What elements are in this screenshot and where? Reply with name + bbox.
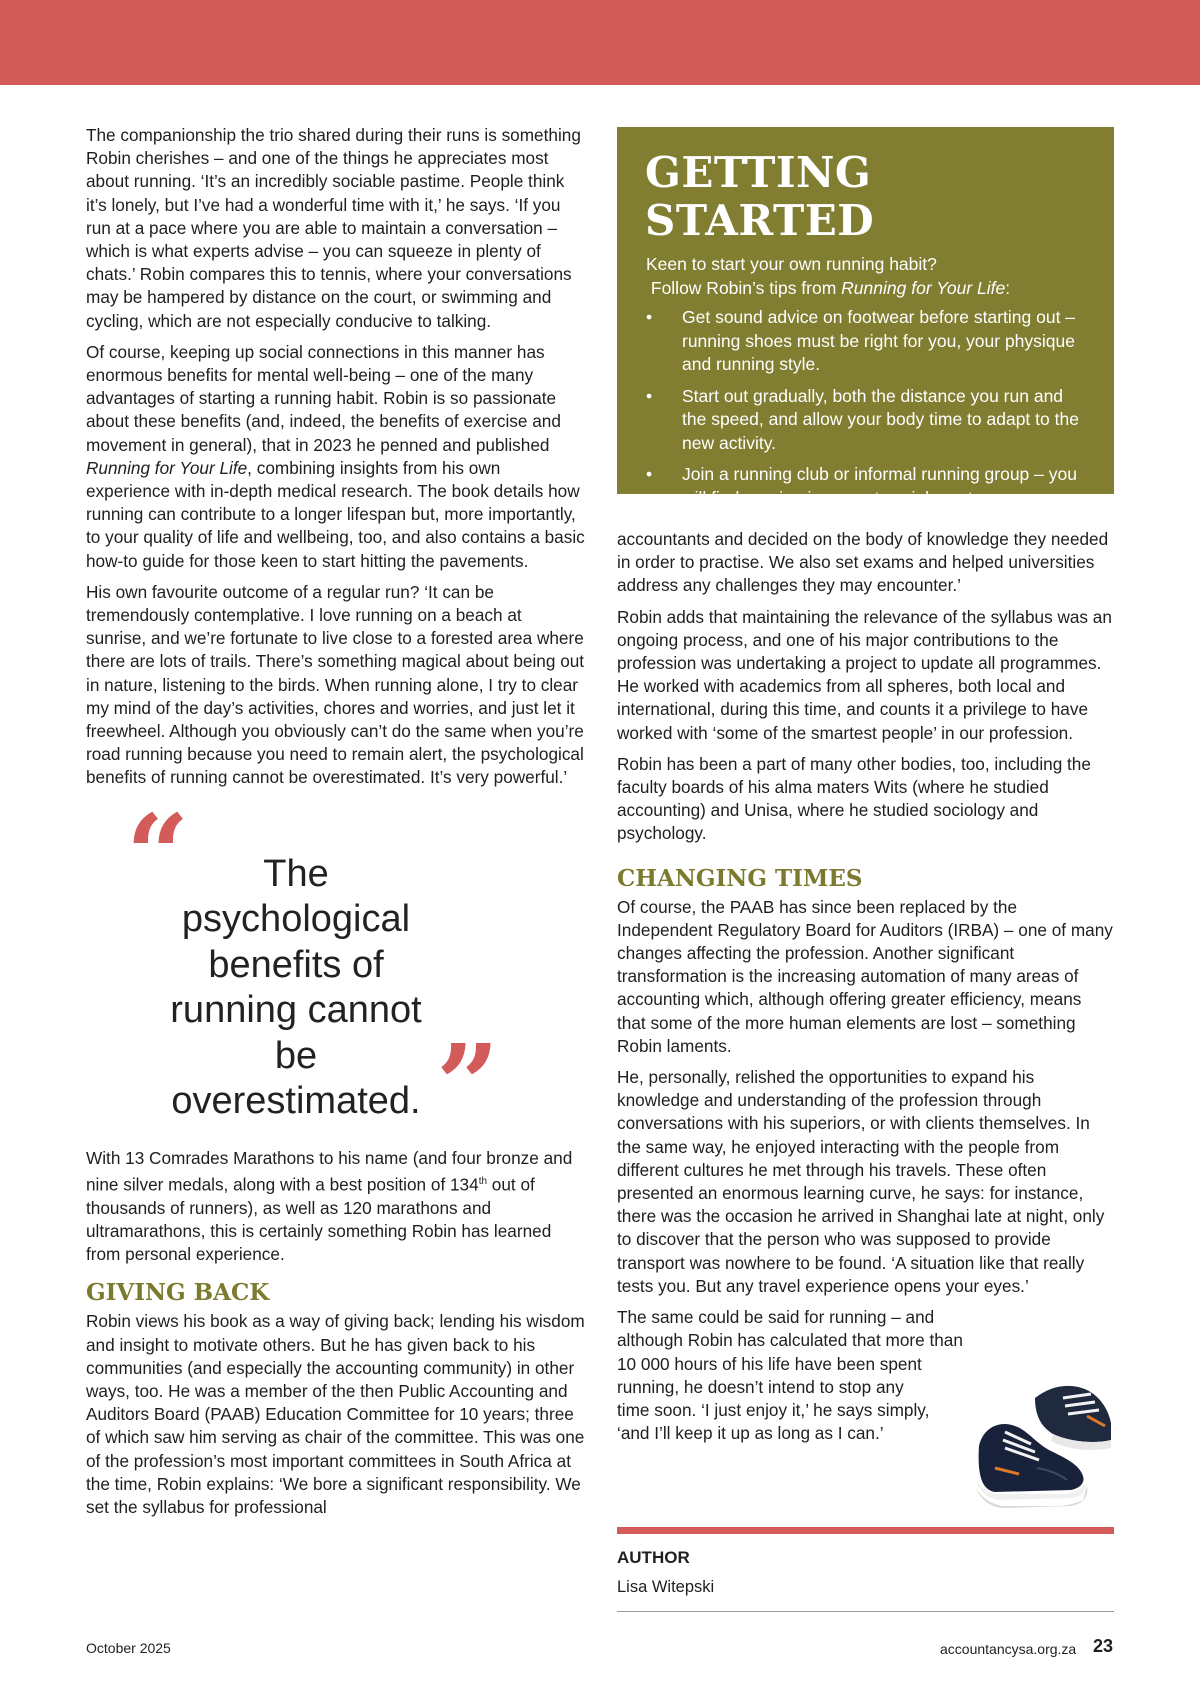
book-title: Running for Your Life bbox=[841, 277, 1006, 298]
pull-quote bbox=[86, 789, 586, 1149]
tips-list bbox=[617, 306, 1114, 510]
box-intro: Keen to start your own running habit? Follow Robin’s tips from Running for Your Life: bbox=[646, 254, 1011, 298]
paragraph: Robin views his book as a way of giving back; lending his wisdom and insight to motivate others. But he has given back to his communities (and especially the accounting community) in other ways, too. He was a member of the then Public Accounting and Auditors Board (PAAB) Education Committee for 10 years; three of which saw him serving as chair of the committee. This was one of the profession’s most important committees in South Africa at the time, Robin explains: ‘We bore a significant responsibility. We set the syllabus for professional bbox=[86, 1311, 585, 1518]
author-name: Lisa Witepski bbox=[617, 1578, 715, 1596]
paragraph: His own favourite outcome of a regular run? ‘It can be tremendously contemplative. I love running on a beach at sunrise, and we’re fortunate to live close to a forested area where there are lots of trails. There’s something magical about being out in nature, listening to the birds. When running alone, I try to clear my mind of the day’s activities, chores and worries, and just let it freewheel. Although you obviously can’t do the same when you’re road running because you need to remain alert, the psychological benefits of running cannot be overestimated. It’s very powerful.’ bbox=[86, 581, 585, 788]
pull-quote-text: The psychological benefits of running cannot be overestimated. bbox=[170, 852, 422, 1123]
footer-date: October 2025 bbox=[86, 1640, 171, 1656]
paragraph: accountants and decided on the body of knowledge they needed in order to practise. We also set exams and helped universities address any challenges they may encounter.’ bbox=[617, 529, 1109, 596]
top-color-band bbox=[0, 0, 1200, 85]
paragraph: Of course, the PAAB has since been replaced by the Independent Regulatory Board for Auditors (IRBA) – one of many changes affecting the profession. Another significant transformation is the increasing automation of many areas of accounting which, although offering greater efficiency, means that some of the more human elements are lost – something Robin laments. bbox=[617, 896, 1113, 1056]
section-heading-giving-back: GIVING BACK bbox=[86, 1279, 270, 1307]
author-divider bbox=[617, 1527, 1114, 1534]
right-column bbox=[617, 528, 1114, 1453]
paragraph: The same could be said for running – and although Robin has calculated that more than 10 000 hours of his life have been spent running, he doesn’t intend to stop any time soon. ‘I just enjoy it,’ he says simply, ‘and I’ll keep it up as long as I can.’ bbox=[617, 1307, 963, 1444]
footer-url: accountancysa.org.za bbox=[940, 1641, 1077, 1657]
getting-started-box bbox=[617, 127, 1114, 508]
paragraph: Robin adds that maintaining the relevance of the syllabus was an ongoing process, and one of his major contributions to the profession was undertaking a project to update all programmes. He worked with academics from all spheres, both local and international, during this time, and counts it a privilege to have worked with ‘some of the smartest people’ in our profession. bbox=[617, 606, 1112, 743]
paragraph: Of course, keeping up social connections in this manner has enormous benefits for mental well-being – one of the many advantages of starting a running habit. Robin is so passionate about these benefits (and, indeed, the benefits of exercise and movement in general), that in 2023 he penned and published Running for Your Life, combining insights from his own experience with in-depth medical research. The book details how running can contribute to a longer lifespan but, more importantly, to your quality of life and wellbeing, too, and also contains a basic how-to guide for those keen to start hitting the pavements. bbox=[86, 341, 585, 571]
paragraph: Robin has been a part of many other bodies, too, including the faculty boards of his alma maters Wits (where he studied accounting) and Unisa, where he studied sociology and psychology. bbox=[617, 753, 1091, 844]
section-heading-changing-times: CHANGING TIMES bbox=[617, 864, 863, 892]
footer-divider bbox=[617, 1611, 1114, 1612]
book-title: Running for Your Life bbox=[86, 457, 248, 478]
paragraph: With 13 Comrades Marathons to his name (and four bronze and nine silver medals, along with a best position of 134th out of thousands of runners), as well as 120 marathons and ultramarathons, this is certainly something Robin has learned from personal experience. bbox=[86, 1147, 573, 1265]
list-item: • Start out gradually, both the distance you run and the speed, and allow your body time to adapt to the new activity. bbox=[682, 385, 1090, 456]
open-quote-icon: “ bbox=[126, 789, 190, 919]
author-label: AUTHOR bbox=[617, 1548, 690, 1567]
left-column bbox=[86, 124, 586, 1527]
paragraph: He, personally, relished the opportunities to expand his knowledge and understanding of the profession through conversations with his superiors, or with clients themselves. In the same way, he enjoyed interacting with the people from different cultures he met through his travels. These often presented an enormous learning curve, he says: for instance, there was the occasion he arrived in Shanghai late at night, only to discover that the person who was supposed to provide transport was nowhere to be found. ‘A situation like that really tests you. But any travel experience opens your eyes.’ bbox=[617, 1067, 1105, 1296]
list-item: • Get sound advice on footwear before starting out – running shoes must be right for you, your physique and running style. bbox=[682, 306, 1090, 377]
box-title: GETTING STARTED bbox=[645, 148, 875, 245]
page-number: 23 bbox=[1093, 1636, 1114, 1656]
paragraph: The companionship the trio shared during their runs is something Robin cherishes – and one of the things he appreciates most about running. ‘It’s an incredibly sociable pastime. People think it’s lonely, but I’ve had a wonderful time with it,’ he says. ‘If you run at a pace where you are able to maintain a conversation – which is what experts advise – you can squeeze in plenty of chats.’ Robin compares this to tennis, where your conversations may be hampered by distance on the court, or swimming and cycling, which are not especially conducive to talking. bbox=[86, 125, 581, 331]
list-item: • Join a running club or informal running group – you will find running is a great social sport. bbox=[682, 463, 1090, 510]
running-shoes-icon bbox=[975, 1368, 1115, 1518]
close-quote-icon: ” bbox=[436, 1019, 500, 1149]
